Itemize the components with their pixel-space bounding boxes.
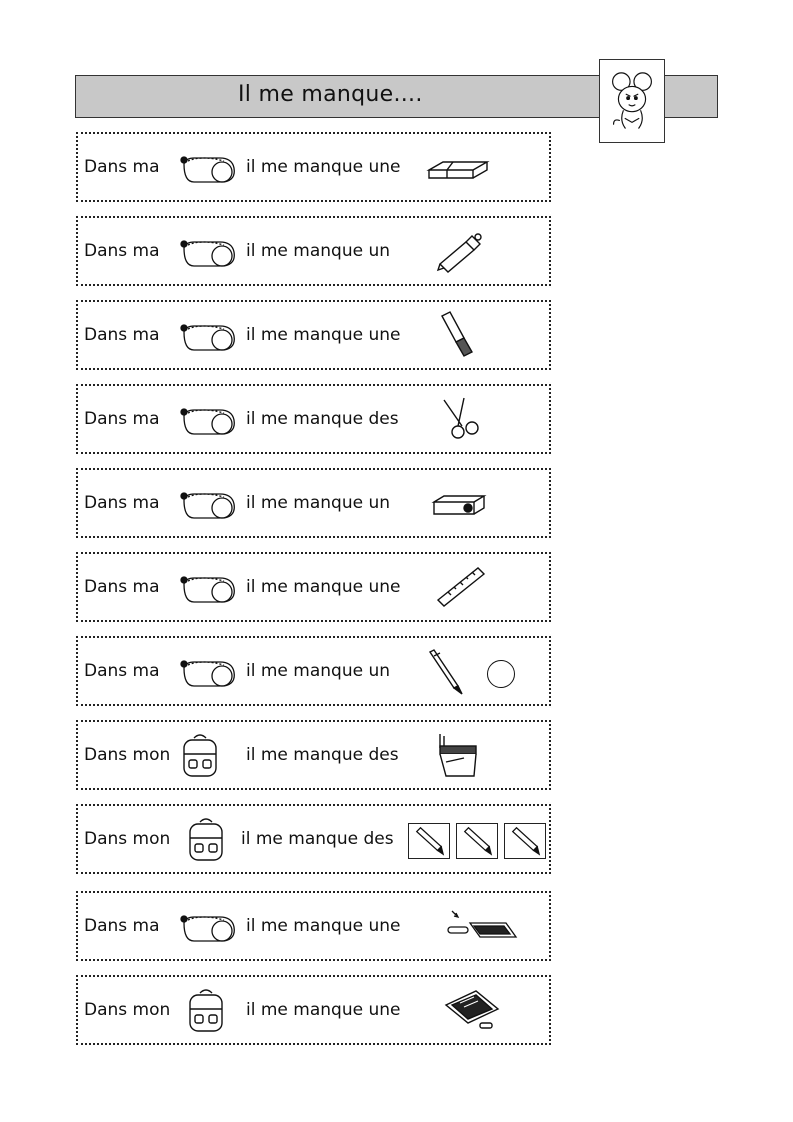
ruler-icon	[434, 564, 488, 610]
sentence-row-pen	[76, 636, 551, 706]
row-phrase: il me manque une	[246, 916, 401, 936]
row-prefix: Dans ma	[84, 493, 160, 513]
row-prefix: Dans ma	[84, 661, 160, 681]
chalk-slate-icon	[444, 909, 520, 945]
row-phrase: il me manque un	[246, 493, 391, 513]
row-phrase: il me manque une	[246, 157, 401, 177]
sentence-row-scissors	[76, 384, 551, 454]
row-phrase: il me manque une	[246, 1000, 401, 1020]
pen-icon	[426, 648, 468, 698]
pencil-case-icon	[178, 152, 238, 186]
pencil-case-icon	[178, 236, 238, 270]
row-phrase: il me manque un	[246, 661, 391, 681]
pencil-case-icon	[178, 488, 238, 522]
row-prefix: Dans mon	[84, 1000, 171, 1020]
row-phrase: il me manque des	[246, 745, 399, 765]
pencil-case-icon	[178, 404, 238, 438]
row-phrase: il me manque des	[241, 829, 394, 849]
crayon-box-icon	[436, 732, 480, 782]
row-prefix: Dans mon	[84, 745, 171, 765]
scissors-icon	[436, 396, 484, 444]
pencil-case-icon	[178, 320, 238, 354]
row-prefix: Dans mon	[84, 829, 171, 849]
sentence-row-crayon-box	[76, 720, 551, 790]
answer-circle	[487, 660, 515, 688]
page-title: Il me manque....	[238, 82, 423, 107]
row-prefix: Dans ma	[84, 241, 160, 261]
sentence-row-glue-stick	[76, 300, 551, 370]
eraser-icon	[425, 158, 491, 186]
pencil-icon	[456, 823, 498, 859]
sentence-row-chalk-slate	[76, 891, 551, 961]
sentence-row-marker	[76, 216, 551, 286]
glue-stick-icon	[436, 310, 478, 360]
schoolbag-icon	[186, 987, 226, 1035]
slate-icon	[442, 987, 502, 1033]
sentence-row-three-pencils	[76, 804, 551, 874]
row-prefix: Dans ma	[84, 409, 160, 429]
row-phrase: il me manque une	[246, 325, 401, 345]
row-prefix: Dans ma	[84, 916, 160, 936]
pencil-case-icon	[178, 572, 238, 606]
row-phrase: il me manque une	[246, 577, 401, 597]
pencil-icon	[408, 823, 450, 859]
sharpener-icon	[430, 492, 490, 522]
marker-icon	[434, 232, 484, 274]
row-prefix: Dans ma	[84, 157, 160, 177]
pencil-icon	[504, 823, 546, 859]
row-prefix: Dans ma	[84, 577, 160, 597]
pencil-case-icon	[178, 911, 238, 945]
pencil-case-icon	[178, 656, 238, 690]
row-phrase: il me manque des	[246, 409, 399, 429]
sentence-row-slate	[76, 975, 551, 1045]
mouse-mascot-icon	[599, 59, 665, 143]
sentence-row-eraser	[76, 132, 551, 202]
sentence-row-ruler	[76, 552, 551, 622]
row-phrase: il me manque un	[246, 241, 391, 261]
row-prefix: Dans ma	[84, 325, 160, 345]
schoolbag-icon	[186, 816, 226, 864]
sentence-row-sharpener	[76, 468, 551, 538]
schoolbag-icon	[180, 732, 220, 780]
